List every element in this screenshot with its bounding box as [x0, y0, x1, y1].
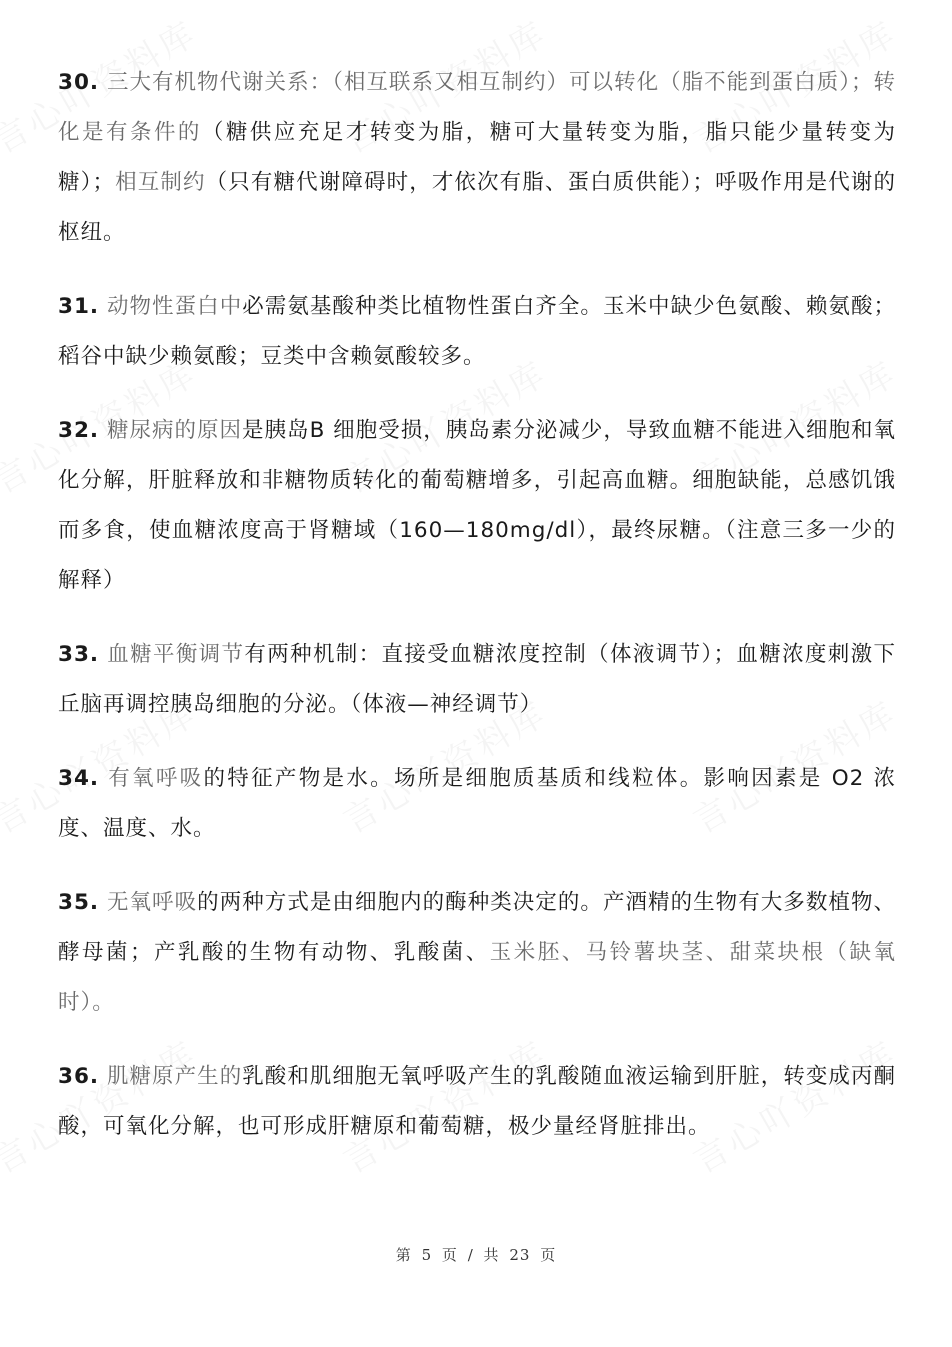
- item-lead: 肌糖原产生的: [99, 1064, 243, 1089]
- item-number: 31.: [58, 294, 100, 319]
- item-number: 35.: [58, 890, 100, 915]
- list-item-34: [58, 754, 896, 854]
- item-text: （糖供应充足才转变为脂，糖可大量转变为脂，脂只能少量转变为糖）；: [58, 120, 896, 195]
- item-number: 34.: [58, 766, 100, 791]
- item-text: 的特征产物是水。场所是细胞质基质和线粒体。影响因素是 O2 浓度、温度、水。: [58, 766, 896, 841]
- item-lead: 有氧呼吸: [99, 766, 204, 791]
- list-item-33: [58, 630, 896, 730]
- list-item-36: [58, 1052, 896, 1152]
- page-footer: [0, 1244, 952, 1265]
- footer-total-prefix: 共: [483, 1246, 500, 1264]
- item-text: 是胰岛B 细胞受损，胰岛素分泌减少，导致血糖不能进入细胞和氧化分解，肝脏释放和非糖物质转化的葡萄糖增多，引起高血糖。细胞缺能，总感饥饿而多食，使血糖浓度高于肾糖域（160—180mg/dl），最终尿糖。（注意三多一少的解释）: [58, 418, 896, 593]
- list-item-35: [58, 878, 896, 1028]
- footer-total-pages: 23: [509, 1246, 531, 1264]
- item-lead: 动物性蛋白中: [99, 294, 243, 319]
- item-lead: 无氧呼吸: [99, 890, 198, 915]
- item-text: 乳酸和肌细胞无氧呼吸产生的乳酸随血液运输到肝脏，转变成丙酮酸，可氧化分解，也可形成肝糖原和葡萄糖，极少量经肾脏排出。: [58, 1064, 896, 1139]
- item-lead-secondary: 玉米胚、马铃薯块茎、甜菜块根（缺氧时）。: [58, 940, 896, 1015]
- footer-prefix: 第: [395, 1246, 412, 1264]
- footer-page-unit: 页: [441, 1246, 458, 1264]
- item-text: 的两种方式是由细胞内的酶种类决定的。产酒精的生物有大多数植物、酵母菌；产乳酸的生物有动物、乳酸菌、: [58, 890, 896, 965]
- footer-separator: /: [467, 1246, 474, 1264]
- document-body: [58, 58, 896, 1176]
- item-text-secondary: （只有糖代谢障碍时，才依次有脂、蛋白质供能）；呼吸作用是代谢的枢纽。: [58, 170, 896, 245]
- item-text: 有两种机制：直接受血糖浓度控制（体液调节）；血糖浓度刺激下丘脑再调控胰岛细胞的分泌。（体液—神经调节）: [58, 642, 896, 717]
- item-number: 33.: [58, 642, 100, 667]
- item-number: 36.: [58, 1064, 100, 1089]
- list-item-30: [58, 58, 896, 258]
- item-lead-secondary: 相互制约: [115, 170, 206, 195]
- list-item-31: [58, 282, 896, 382]
- list-item-32: [58, 406, 896, 606]
- footer-total-unit: 页: [540, 1246, 557, 1264]
- item-text: 必需氨基酸种类比植物性蛋白齐全。玉米中缺少色氨酸、赖氨酸；稻谷中缺少赖氨酸；豆类中含赖氨酸较多。: [58, 294, 896, 369]
- footer-page-number: 5: [421, 1246, 433, 1264]
- item-number: 30.: [58, 70, 100, 95]
- item-lead: 血糖平衡调节: [99, 642, 245, 667]
- item-number: 32.: [58, 418, 100, 443]
- item-lead: 糖尿病的原因: [99, 418, 243, 443]
- item-lead: 三大有机物代谢关系：（相互联系又相互制约）可以转化（脂不能到蛋白质）；转化是有条件的: [58, 70, 896, 145]
